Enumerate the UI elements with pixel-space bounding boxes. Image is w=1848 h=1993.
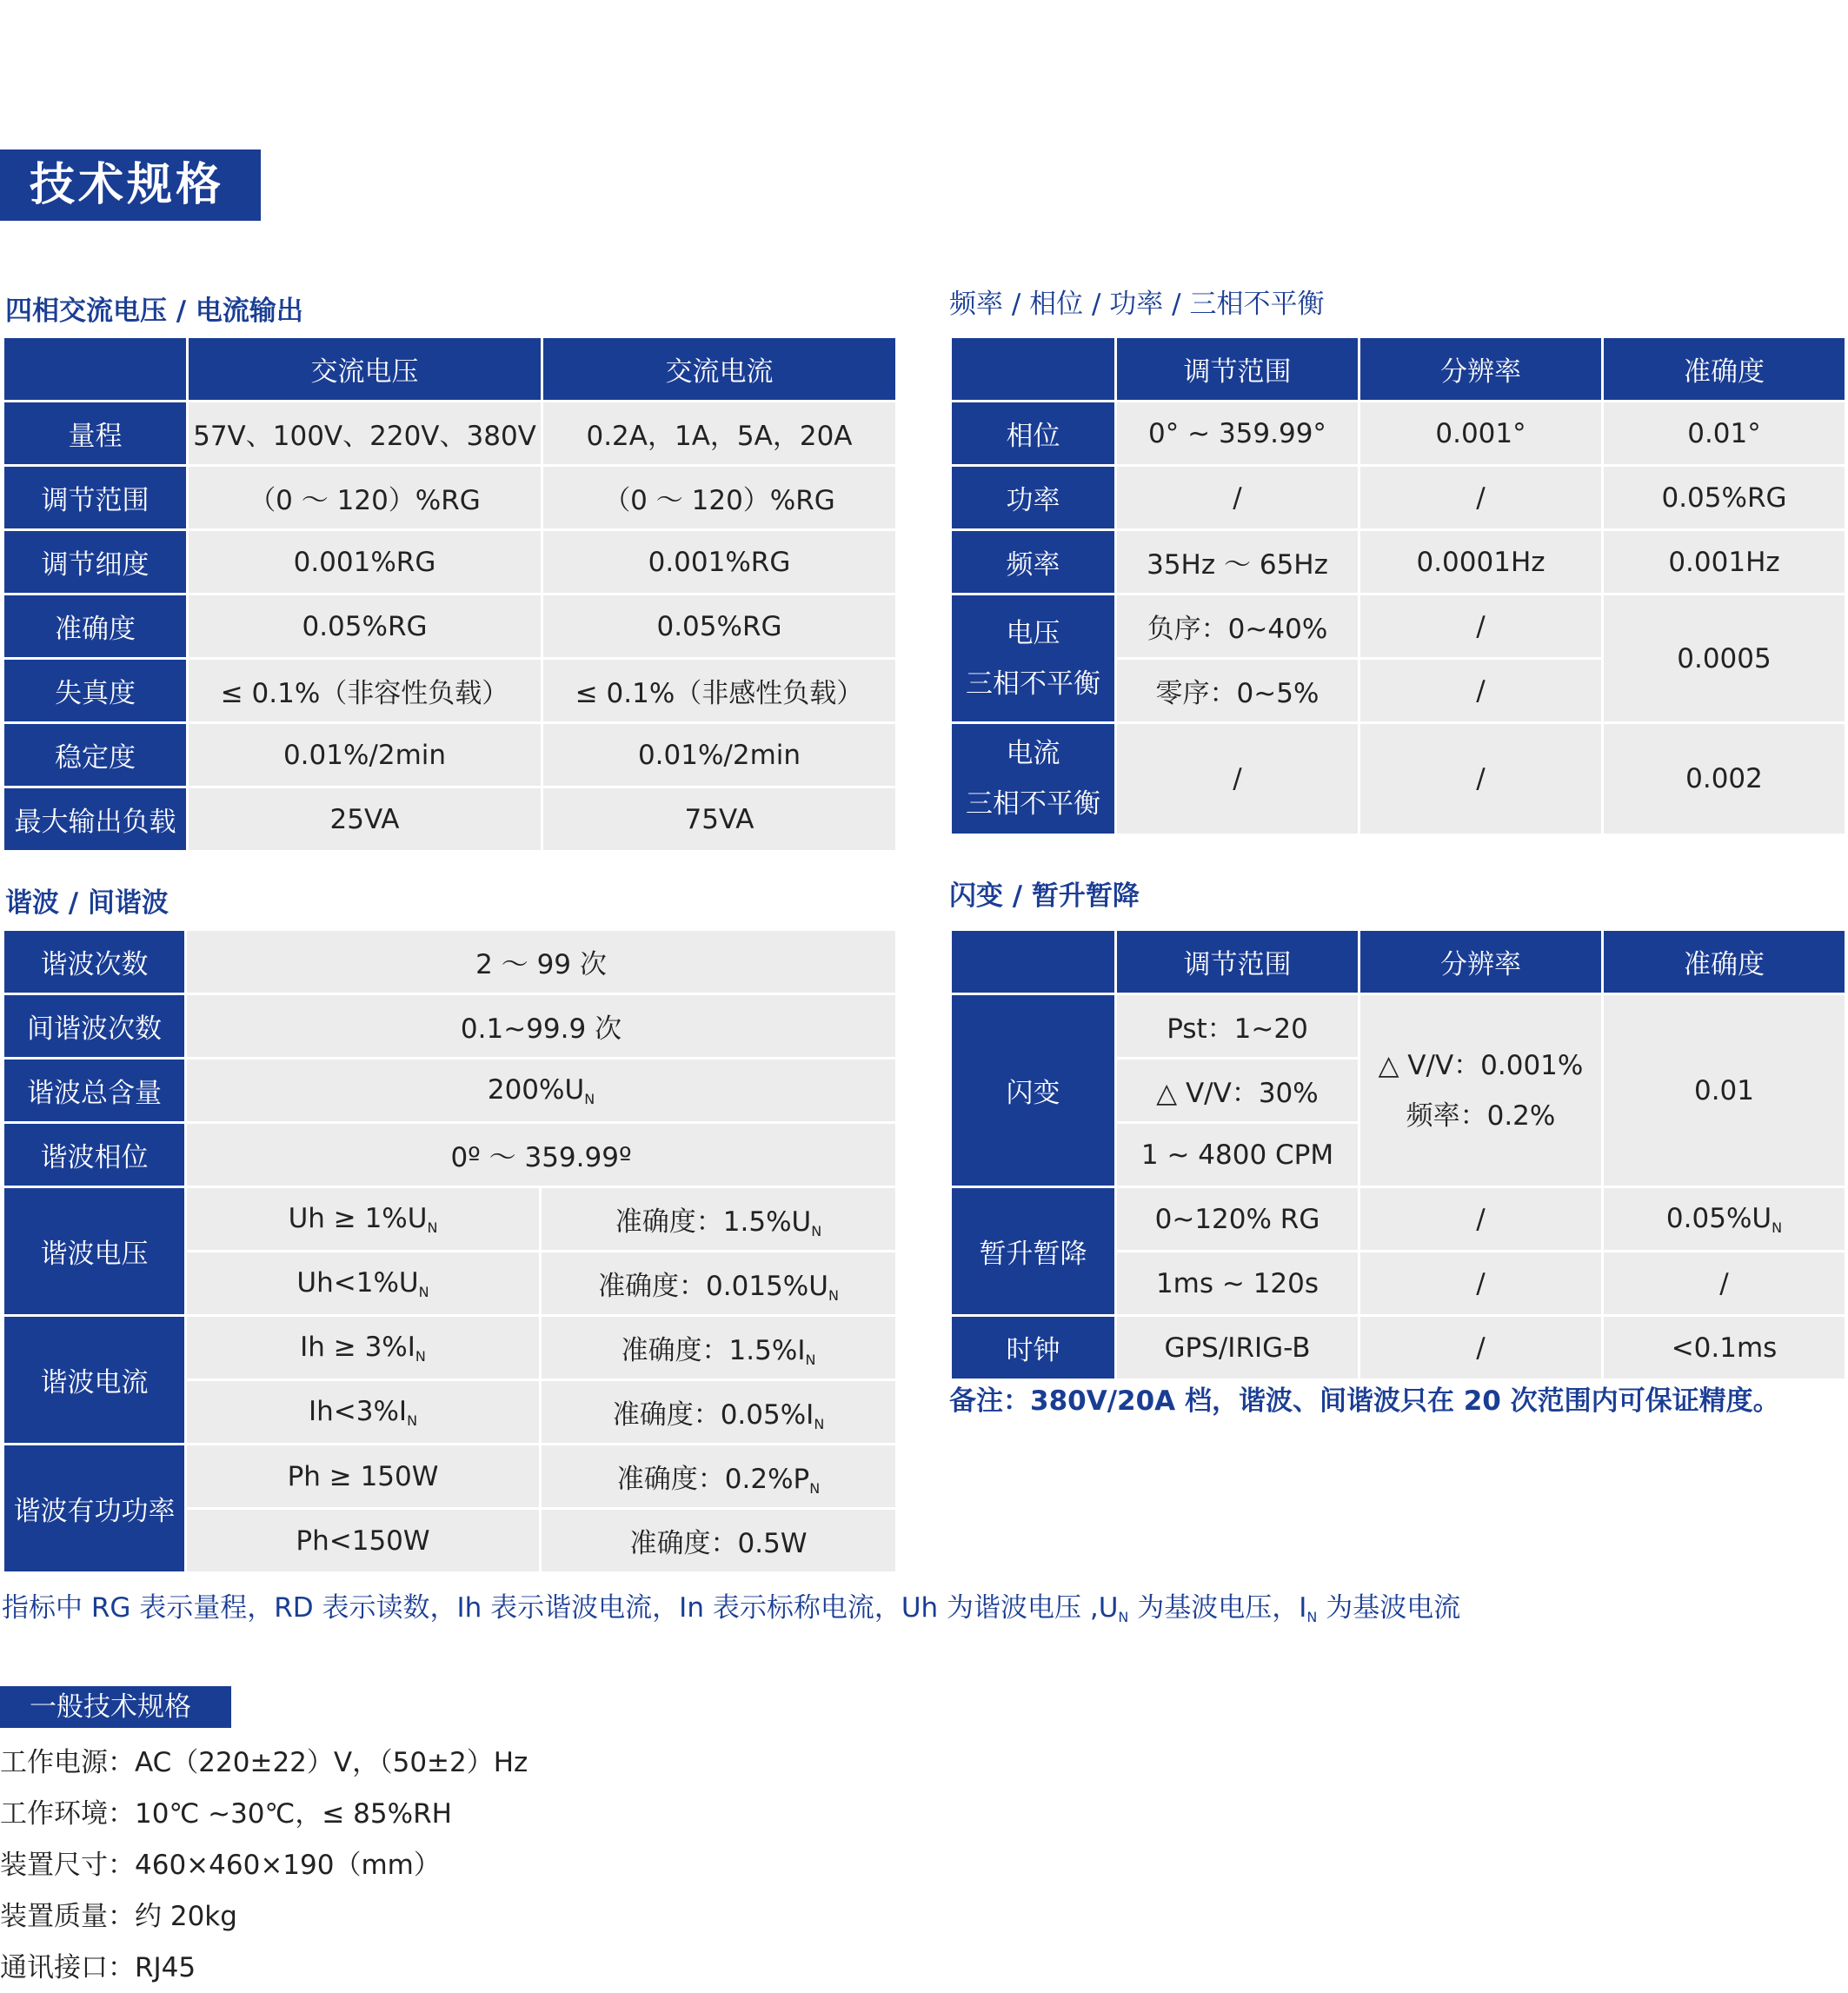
harmonics-title: 谐波 / 间谐波 xyxy=(5,887,169,919)
range-value: 0~120% RG xyxy=(1116,1187,1359,1252)
subscript: N xyxy=(828,1286,839,1304)
row-label: 谐波电流 xyxy=(3,1316,186,1445)
row-label: 频率 xyxy=(951,530,1116,595)
accuracy-value xyxy=(541,1252,897,1316)
value-line: △ V/V：0.001% xyxy=(1378,1049,1584,1081)
table-row xyxy=(3,1445,897,1509)
table-row xyxy=(3,723,897,787)
resolution-value: / xyxy=(1359,1252,1603,1316)
range-value: 负序：0~40% xyxy=(1116,595,1359,659)
thd-value xyxy=(186,1059,897,1123)
footnote-text: 指标中 RG 表示量程，RD 表示读数，Ih 表示谐波电流，In 表示标称电流，Uh 为谐波电压 ,U xyxy=(2,1592,1119,1624)
accuracy-value: / xyxy=(1603,1252,1846,1316)
current-value: 0.01%/2min xyxy=(542,723,897,787)
table-row xyxy=(951,402,1846,466)
current-value: 75VA xyxy=(542,787,897,852)
phase-value: 0º ～ 359.99º xyxy=(186,1123,897,1187)
subscript: N xyxy=(809,1479,821,1497)
voltage-value: 0.01%/2min xyxy=(188,723,542,787)
row-label: 最大输出负载 xyxy=(3,787,188,852)
current-value: ≤ 0.1%（非感性负载） xyxy=(542,659,897,723)
row-label: 谐波相位 xyxy=(3,1123,186,1187)
table-row xyxy=(3,402,897,466)
table-row xyxy=(951,466,1846,530)
resolution-value: 0.001° xyxy=(1359,402,1603,466)
row-label: 功率 xyxy=(951,466,1116,530)
row-label: 稳定度 xyxy=(3,723,188,787)
value-text: 准确度：0.2%P xyxy=(616,1463,810,1495)
row-label: 相位 xyxy=(951,402,1116,466)
general-spec-item: 工作环境：10℃ ~30℃，≤ 85%RH xyxy=(0,1798,452,1830)
value-text: 准确度：0.015%U xyxy=(598,1270,828,1302)
accuracy-value xyxy=(1603,1187,1846,1252)
accuracy-value xyxy=(541,1187,897,1252)
row-label: 准确度 xyxy=(3,595,188,659)
ac-output-table xyxy=(2,335,898,853)
general-spec-item: 装置尺寸：460×460×190（mm） xyxy=(0,1850,441,1881)
accuracy-value xyxy=(541,1445,897,1509)
row-label: 调节细度 xyxy=(3,530,188,595)
value-line: 频率：0.2% xyxy=(1406,1099,1556,1132)
empty-header xyxy=(951,930,1116,994)
remark-note: 备注：380V/20A 档，谐波、间谐波只在 20 次范围内可保证精度。 xyxy=(949,1385,1780,1417)
header-resolution: 分辨率 xyxy=(1359,930,1603,994)
range-value: GPS/IRIG-B xyxy=(1116,1316,1359,1380)
range-value: 1 ~ 4800 CPM xyxy=(1116,1123,1359,1187)
subscript: N xyxy=(418,1283,429,1300)
accuracy-value xyxy=(541,1316,897,1380)
row-label xyxy=(951,723,1116,835)
table-row xyxy=(951,994,1846,1059)
footnote xyxy=(2,1585,1460,1625)
voltage-value: 0.05%RG xyxy=(188,595,542,659)
accuracy-value: 准确度：0.5W xyxy=(541,1509,897,1573)
accuracy-value: 0.05%RG xyxy=(1603,466,1846,530)
voltage-value: 57V、100V、220V、380V xyxy=(188,402,542,466)
range-value: Pst：1~20 xyxy=(1116,994,1359,1059)
row-label: 谐波次数 xyxy=(3,930,186,994)
table-row xyxy=(3,930,897,994)
row-label: 间谐波次数 xyxy=(3,994,186,1059)
table-row xyxy=(3,530,897,595)
row-label: 量程 xyxy=(3,402,188,466)
condition-value xyxy=(186,1187,541,1252)
table-row xyxy=(951,1316,1846,1380)
range-value: / xyxy=(1116,466,1359,530)
subscript: N xyxy=(584,1090,595,1107)
value-text: 准确度：1.5%U xyxy=(615,1206,812,1238)
label-line: 三相不平衡 xyxy=(966,788,1100,820)
accuracy-value: 0.0005 xyxy=(1603,595,1846,723)
label-line: 电流 xyxy=(1006,738,1060,769)
value-text: Ih<3%I xyxy=(308,1395,408,1427)
value-text: Uh<1%U xyxy=(296,1266,419,1299)
range-value: 35Hz ～ 65Hz xyxy=(1116,530,1359,595)
value-text: 准确度：0.05%I xyxy=(612,1398,814,1431)
flicker-table xyxy=(949,928,1847,1381)
accuracy-value: 0.001Hz xyxy=(1603,530,1846,595)
interorder-value: 0.1~99.9 次 xyxy=(186,994,897,1059)
condition-value: Ph<150W xyxy=(186,1509,541,1573)
value-text: 准确度：1.5%I xyxy=(621,1334,806,1366)
table-row xyxy=(3,1187,897,1252)
subscript: N xyxy=(1772,1219,1783,1236)
table-header-row xyxy=(951,337,1846,402)
page-title: 技术规格 xyxy=(0,149,261,221)
freq-table xyxy=(949,335,1847,836)
header-accuracy: 准确度 xyxy=(1603,337,1846,402)
subscript: N xyxy=(805,1351,816,1368)
range-value: 1ms ~ 120s xyxy=(1116,1252,1359,1316)
table-row xyxy=(3,595,897,659)
table-row xyxy=(3,787,897,852)
table-header-row xyxy=(951,930,1846,994)
table-row xyxy=(3,659,897,723)
condition-value xyxy=(186,1252,541,1316)
current-value: 0.2A，1A，5A，20A xyxy=(542,402,897,466)
general-spec-item: 通讯接口：RJ45 xyxy=(0,1952,196,1983)
range-value: △ V/V：30% xyxy=(1116,1059,1359,1123)
header-resolution: 分辨率 xyxy=(1359,337,1603,402)
value-text: Ih ≥ 3%I xyxy=(300,1331,415,1363)
current-value: 0.05%RG xyxy=(542,595,897,659)
row-label: 时钟 xyxy=(951,1316,1116,1380)
value-text: Uh ≥ 1%U xyxy=(288,1202,428,1234)
freq-title: 频率 / 相位 / 功率 / 三相不平衡 xyxy=(949,289,1325,320)
value-text: 0.05%U xyxy=(1665,1202,1772,1234)
voltage-value: （0 ～ 120）%RG xyxy=(188,466,542,530)
table-row xyxy=(3,994,897,1059)
footnote-text: 为基波电流 xyxy=(1317,1592,1461,1624)
table-row xyxy=(3,1316,897,1380)
table-row xyxy=(951,530,1846,595)
table-row xyxy=(951,1187,1846,1252)
accuracy-value xyxy=(541,1380,897,1445)
condition-value xyxy=(186,1380,541,1445)
general-spec-item: 工作电源：AC（220±22）V，（50±2）Hz xyxy=(0,1747,528,1778)
current-value: 0.001%RG xyxy=(542,530,897,595)
range-value: / xyxy=(1116,723,1359,835)
row-label: 谐波有功功率 xyxy=(3,1445,186,1573)
table-header-row xyxy=(3,337,897,402)
resolution-value: / xyxy=(1359,1187,1603,1252)
subscript: N xyxy=(1306,1609,1318,1625)
header-current: 交流电流 xyxy=(542,337,897,402)
range-value: 0° ~ 359.99° xyxy=(1116,402,1359,466)
voltage-value: 25VA xyxy=(188,787,542,852)
subscript: N xyxy=(427,1219,438,1236)
row-label xyxy=(951,595,1116,723)
accuracy-value: 0.01 xyxy=(1603,994,1846,1187)
header-range: 调节范围 xyxy=(1116,337,1359,402)
row-label: 调节范围 xyxy=(3,466,188,530)
row-label: 失真度 xyxy=(3,659,188,723)
row-label: 谐波总含量 xyxy=(3,1059,186,1123)
subscript: N xyxy=(814,1415,825,1432)
resolution-value: / xyxy=(1359,466,1603,530)
label-line: 三相不平衡 xyxy=(966,668,1100,700)
empty-header xyxy=(3,337,188,402)
subscript: N xyxy=(407,1412,418,1429)
header-range: 调节范围 xyxy=(1116,930,1359,994)
accuracy-value: <0.1ms xyxy=(1603,1316,1846,1380)
general-spec-title: 一般技术规格 xyxy=(0,1686,231,1728)
table-row xyxy=(951,595,1846,659)
accuracy-value: 0.002 xyxy=(1603,723,1846,835)
voltage-value: 0.001%RG xyxy=(188,530,542,595)
subscript: N xyxy=(811,1222,822,1239)
row-label: 谐波电压 xyxy=(3,1187,186,1316)
ac-output-title: 四相交流电压 / 电流输出 xyxy=(5,296,303,327)
header-voltage: 交流电压 xyxy=(188,337,542,402)
table-row xyxy=(3,1059,897,1123)
resolution-value xyxy=(1359,994,1603,1187)
resolution-value: / xyxy=(1359,595,1603,659)
general-spec-item: 装置质量：约 20kg xyxy=(0,1901,237,1932)
footnote-text: 为基波电压，I xyxy=(1128,1592,1307,1624)
current-value: （0 ～ 120）%RG xyxy=(542,466,897,530)
header-accuracy: 准确度 xyxy=(1603,930,1846,994)
voltage-value: ≤ 0.1%（非容性负载） xyxy=(188,659,542,723)
order-value: 2 ～ 99 次 xyxy=(186,930,897,994)
resolution-value: / xyxy=(1359,659,1603,723)
resolution-value: 0.0001Hz xyxy=(1359,530,1603,595)
range-value: 零序：0~5% xyxy=(1116,659,1359,723)
label-line: 电压 xyxy=(1006,617,1060,649)
resolution-value: / xyxy=(1359,1316,1603,1380)
table-row xyxy=(951,723,1846,835)
value-text: 200%U xyxy=(487,1073,585,1106)
empty-header xyxy=(951,337,1116,402)
subscript: N xyxy=(1118,1609,1129,1625)
accuracy-value: 0.01° xyxy=(1603,402,1846,466)
condition-value: Ph ≥ 150W xyxy=(186,1445,541,1509)
row-label: 暂升暂降 xyxy=(951,1187,1116,1316)
row-label: 闪变 xyxy=(951,994,1116,1187)
subscript: N xyxy=(415,1347,426,1365)
resolution-value: / xyxy=(1359,723,1603,835)
table-row xyxy=(3,1123,897,1187)
harmonics-table xyxy=(2,928,898,1574)
table-row xyxy=(3,466,897,530)
condition-value xyxy=(186,1316,541,1380)
flicker-title: 闪变 / 暂升暂降 xyxy=(949,880,1140,912)
